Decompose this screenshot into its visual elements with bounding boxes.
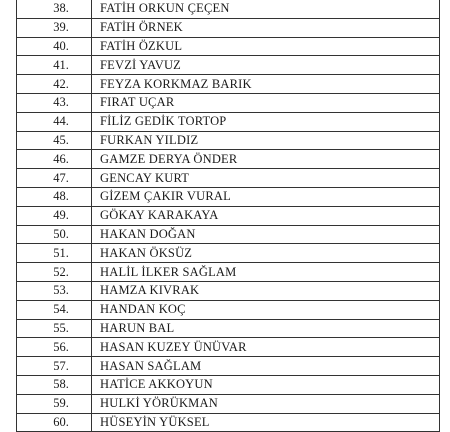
person-name: FIRAT UÇAR (92, 93, 440, 112)
table-row (17, 56, 440, 75)
row-number: 51. (17, 244, 92, 263)
table-row (17, 112, 440, 131)
person-name: GENCAY KURT (92, 169, 440, 188)
person-name: HANDAN KOÇ (92, 300, 440, 319)
row-number: 58. (17, 375, 92, 394)
names-table (16, 0, 440, 432)
table-row (17, 18, 440, 37)
table-row (17, 37, 440, 56)
person-name: HATİCE AKKOYUN (92, 375, 440, 394)
person-name: HÜSEYİN YÜKSEL (92, 413, 440, 432)
row-number: 48. (17, 187, 92, 206)
row-number: 43. (17, 93, 92, 112)
person-name: FATİH ÖRNEK (92, 18, 440, 37)
table-row (17, 375, 440, 394)
person-name: FATİH ORKUN ÇEÇEN (92, 0, 440, 18)
table-row (17, 206, 440, 225)
row-number: 38. (17, 0, 92, 18)
table-row (17, 413, 440, 432)
table-row (17, 75, 440, 94)
row-number: 55. (17, 319, 92, 338)
person-name: HASAN KUZEY ÜNÜVAR (92, 338, 440, 357)
row-number: 52. (17, 263, 92, 282)
table-row (17, 263, 440, 282)
person-name: FEVZİ YAVUZ (92, 56, 440, 75)
person-name: GİZEM ÇAKIR VURAL (92, 187, 440, 206)
row-number: 39. (17, 18, 92, 37)
table-row (17, 300, 440, 319)
row-number: 53. (17, 281, 92, 300)
row-number: 46. (17, 150, 92, 169)
person-name: FİLİZ GEDİK TORTOP (92, 112, 440, 131)
table-row (17, 357, 440, 376)
table-row (17, 319, 440, 338)
table-row (17, 394, 440, 413)
person-name: HULKİ YÖRÜKMAN (92, 394, 440, 413)
row-number: 54. (17, 300, 92, 319)
person-name: GAMZE DERYA ÖNDER (92, 150, 440, 169)
person-name: HAMZA KIVRAK (92, 281, 440, 300)
table-row (17, 93, 440, 112)
table-row (17, 169, 440, 188)
person-name: HAKAN ÖKSÜZ (92, 244, 440, 263)
names-table-body (17, 0, 440, 432)
person-name: HASAN SAĞLAM (92, 357, 440, 376)
row-number: 41. (17, 56, 92, 75)
row-number: 49. (17, 206, 92, 225)
row-number: 57. (17, 357, 92, 376)
table-row (17, 244, 440, 263)
row-number: 42. (17, 75, 92, 94)
person-name: HAKAN DOĞAN (92, 225, 440, 244)
row-number: 56. (17, 338, 92, 357)
row-number: 47. (17, 169, 92, 188)
table-row (17, 187, 440, 206)
row-number: 50. (17, 225, 92, 244)
row-number: 60. (17, 413, 92, 432)
table-row (17, 131, 440, 150)
table-row (17, 0, 440, 18)
row-number: 40. (17, 37, 92, 56)
table-row (17, 338, 440, 357)
row-number: 45. (17, 131, 92, 150)
person-name: FURKAN YILDIZ (92, 131, 440, 150)
row-number: 59. (17, 394, 92, 413)
person-name: GÖKAY KARAKAYA (92, 206, 440, 225)
table-row (17, 150, 440, 169)
person-name: HALİL İLKER SAĞLAM (92, 263, 440, 282)
table-row (17, 225, 440, 244)
table-row (17, 281, 440, 300)
person-name: FATİH ÖZKUL (92, 37, 440, 56)
person-name: HARUN BAL (92, 319, 440, 338)
person-name: FEYZA KORKMAZ BARIK (92, 75, 440, 94)
row-number: 44. (17, 112, 92, 131)
